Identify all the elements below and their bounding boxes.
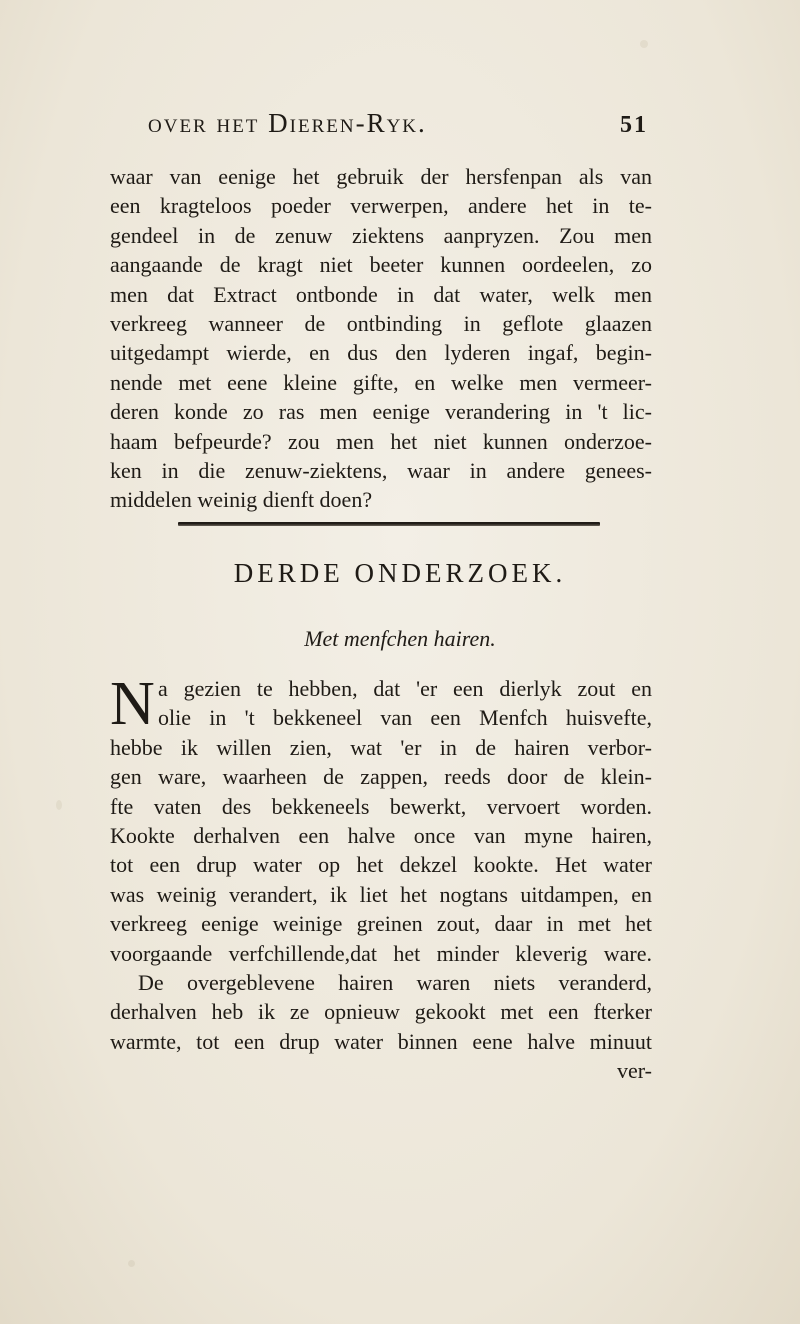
text-line: gen ware, waarheen de zappen, reeds door de klein- xyxy=(110,764,652,790)
text-line: gendeel in de zenuw ziektens aanpryzen. Zou men xyxy=(110,222,652,248)
paper-stain xyxy=(640,40,648,48)
text-line: fte vaten des bekkeneels bewerkt, vervoert worden. xyxy=(110,793,652,819)
section-divider xyxy=(178,522,600,526)
drop-cap: N xyxy=(110,670,155,738)
text-line: a gezien te hebben, dat 'er een dierlyk zout en xyxy=(158,676,652,701)
text-line: een kragteloos poeder verwerpen, andere het in te- xyxy=(110,193,652,219)
text-line: derhalven heb ik ze opnieuw gekookt met een fterker xyxy=(110,999,652,1025)
page-number: 51 xyxy=(620,112,648,138)
text-line: middelen weinig dienft doen? xyxy=(110,487,373,513)
paper-stain xyxy=(56,800,62,810)
paper-stain xyxy=(128,1260,135,1267)
text-line: nende met eene kleine gifte, en welke men vermeer- xyxy=(110,369,652,395)
text-line: haam befpeurde? zou men het niet kunnen onderzoe- xyxy=(110,428,652,454)
text-line: olie in 't bekkeneel van een Menfch huisvefte, xyxy=(158,705,652,731)
text-line: Kookte derhalven een halve once van myne hairen, xyxy=(110,822,652,848)
running-header-title: over het Dieren-Ryk. xyxy=(148,108,427,138)
text-line: verkreeg wanneer de ontbinding in geflote glaazen xyxy=(110,310,652,336)
running-header xyxy=(148,108,648,148)
text-line: deren konde zo ras men eenige verandering in 't lic- xyxy=(110,399,652,425)
paragraph-2 xyxy=(110,670,652,1085)
text-line: voorgaande verfchillende,dat het minder kleverig ware. xyxy=(110,940,652,966)
section-title: DERDE ONDERZOEK. xyxy=(233,558,567,588)
paragraph-1 xyxy=(110,162,652,515)
text-line: was weinig verandert, ik liet het nogtans uitdampen, en xyxy=(110,881,652,907)
catchword: ver- xyxy=(617,1058,652,1084)
text-line: tot een drup water op het dekzel kookte. Het water xyxy=(110,852,652,878)
text-line: waar van eenige het gebruik der hersfenpan als van xyxy=(110,164,652,189)
text-line: uitgedampt wierde, en dus den lyderen ingaf, begin- xyxy=(110,340,652,366)
section-subtitle: Met menfchen hairen. xyxy=(304,626,496,651)
text-line: aangaande de kragt niet beeter kunnen oordeelen, zo xyxy=(110,252,652,278)
text-line: men dat Extract ontbonde in dat water, welk men xyxy=(110,281,652,307)
text-line: verkreeg eenige weinige greinen zout, daar in met het xyxy=(110,911,652,937)
text-line: hebbe ik willen zien, wat 'er in de hairen verbor- xyxy=(110,734,652,760)
text-line: warmte, tot een drup water binnen eene halve minuut xyxy=(110,1028,652,1054)
text-line: De overgeblevene hairen waren niets veranderd, xyxy=(138,969,652,995)
text-line: ken in die zenuw-ziektens, waar in andere genees- xyxy=(110,457,652,483)
